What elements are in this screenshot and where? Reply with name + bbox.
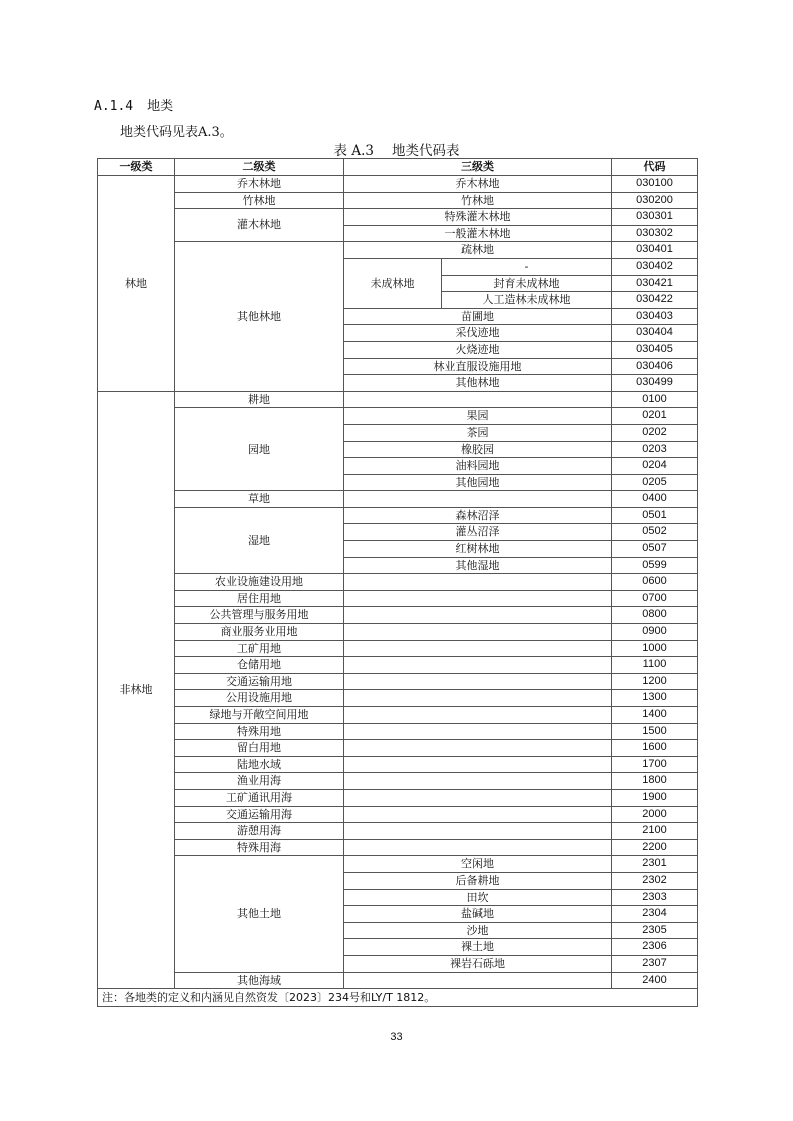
code-cell: 0599 xyxy=(612,557,698,574)
level3-cell xyxy=(344,673,612,690)
table-row xyxy=(98,607,698,624)
table-note: 注：各地类的定义和内涵见自然资发〔2023〕234号和LY/T 1812。 xyxy=(98,989,698,1007)
level2-cell: 工矿用地 xyxy=(175,640,344,657)
level3-sub-cell: 封育未成林地 xyxy=(442,275,612,292)
level3-cell: 沙地 xyxy=(344,922,612,939)
level2-cell: 湿地 xyxy=(175,507,344,573)
level2-cell: 商业服务业用地 xyxy=(175,624,344,641)
code-cell: 0700 xyxy=(612,590,698,607)
level2-cell: 其他海域 xyxy=(175,972,344,989)
table-row xyxy=(98,823,698,840)
table-note-row xyxy=(98,989,698,1007)
table-row xyxy=(98,707,698,724)
level3-cell: 灌丛沼泽 xyxy=(344,524,612,541)
code-cell: 0202 xyxy=(612,424,698,441)
code-cell: 1600 xyxy=(612,740,698,757)
table-row xyxy=(98,408,698,425)
code-cell: 2307 xyxy=(612,955,698,972)
level3-group-cell: 未成林地 xyxy=(344,258,442,308)
code-cell: 0400 xyxy=(612,491,698,508)
level3-cell: 火烧迹地 xyxy=(344,341,612,358)
code-cell: 2305 xyxy=(612,922,698,939)
level2-cell: 陆地水域 xyxy=(175,756,344,773)
level3-cell xyxy=(344,789,612,806)
code-cell: 030405 xyxy=(612,341,698,358)
code-cell: 0205 xyxy=(612,474,698,491)
level3-cell: 其他湿地 xyxy=(344,557,612,574)
land-type-code-table xyxy=(97,158,698,1007)
level2-cell: 灌木林地 xyxy=(175,209,344,242)
table-row xyxy=(98,789,698,806)
level3-cell xyxy=(344,624,612,641)
code-cell: 030200 xyxy=(612,192,698,209)
level2-cell: 居住用地 xyxy=(175,590,344,607)
code-cell: 0203 xyxy=(612,441,698,458)
table-row xyxy=(98,690,698,707)
level3-cell: 茶园 xyxy=(344,424,612,441)
level3-cell xyxy=(344,690,612,707)
level3-cell: 苗圃地 xyxy=(344,308,612,325)
table-row xyxy=(98,192,698,209)
level2-cell: 特殊用地 xyxy=(175,723,344,740)
level3-cell xyxy=(344,839,612,856)
table-row xyxy=(98,242,698,259)
level2-cell: 公共管理与服务用地 xyxy=(175,607,344,624)
level2-cell: 特殊用海 xyxy=(175,839,344,856)
table-row xyxy=(98,640,698,657)
code-cell: 030403 xyxy=(612,308,698,325)
header-level2: 二级类 xyxy=(175,159,344,176)
code-cell: 0204 xyxy=(612,458,698,475)
level3-cell: 空闲地 xyxy=(344,856,612,873)
code-cell: 030402 xyxy=(612,258,698,275)
level3-cell xyxy=(344,491,612,508)
level3-cell: 果园 xyxy=(344,408,612,425)
code-cell: 1200 xyxy=(612,673,698,690)
code-cell: 030406 xyxy=(612,358,698,375)
level3-cell: 竹林地 xyxy=(344,192,612,209)
table-row xyxy=(98,673,698,690)
level3-cell xyxy=(344,806,612,823)
code-cell: 030401 xyxy=(612,242,698,259)
level3-cell: 林业直服设施用地 xyxy=(344,358,612,375)
code-cell: 1500 xyxy=(612,723,698,740)
table-row xyxy=(98,176,698,193)
table-row xyxy=(98,507,698,524)
level2-cell: 仓储用地 xyxy=(175,657,344,674)
table-row xyxy=(98,657,698,674)
level2-cell: 草地 xyxy=(175,491,344,508)
level3-cell: 裸土地 xyxy=(344,939,612,956)
level2-cell: 交通运输用海 xyxy=(175,806,344,823)
level3-cell: 红树林地 xyxy=(344,541,612,558)
level3-sub-cell: - xyxy=(442,258,612,275)
table-row xyxy=(98,590,698,607)
code-cell: 2306 xyxy=(612,939,698,956)
table-row xyxy=(98,723,698,740)
level3-cell xyxy=(344,657,612,674)
level3-sub-cell: 人工造林未成林地 xyxy=(442,292,612,309)
code-cell: 2200 xyxy=(612,839,698,856)
level3-cell xyxy=(344,723,612,740)
code-cell: 1300 xyxy=(612,690,698,707)
level2-cell: 公用设施用地 xyxy=(175,690,344,707)
section-number: A.1.4 xyxy=(94,99,134,114)
page-number: 33 xyxy=(390,1031,403,1043)
code-cell: 2100 xyxy=(612,823,698,840)
section-heading xyxy=(94,95,173,114)
code-cell: 0507 xyxy=(612,541,698,558)
table-row xyxy=(98,574,698,591)
level2-cell: 其他林地 xyxy=(175,242,344,391)
table-row xyxy=(98,856,698,873)
level3-cell: 油料园地 xyxy=(344,458,612,475)
level3-cell: 后备耕地 xyxy=(344,872,612,889)
code-cell: 030422 xyxy=(612,292,698,309)
code-cell: 1900 xyxy=(612,789,698,806)
level2-cell: 农业设施建设用地 xyxy=(175,574,344,591)
code-cell: 030421 xyxy=(612,275,698,292)
table-row xyxy=(98,839,698,856)
level2-cell: 竹林地 xyxy=(175,192,344,209)
level3-cell xyxy=(344,773,612,790)
level3-cell: 其他园地 xyxy=(344,474,612,491)
level3-cell xyxy=(344,972,612,989)
code-cell: 0501 xyxy=(612,507,698,524)
level2-cell: 交通运输用地 xyxy=(175,673,344,690)
code-cell: 1700 xyxy=(612,756,698,773)
level2-cell: 耕地 xyxy=(175,391,344,408)
level2-cell: 绿地与开敞空间用地 xyxy=(175,707,344,724)
level3-cell: 裸岩石砾地 xyxy=(344,955,612,972)
level2-cell: 游憩用海 xyxy=(175,823,344,840)
code-cell: 030499 xyxy=(612,375,698,392)
level3-cell: 特殊灌木林地 xyxy=(344,209,612,226)
code-cell: 2304 xyxy=(612,906,698,923)
level3-cell xyxy=(344,574,612,591)
level1-cell: 非林地 xyxy=(98,391,175,988)
code-cell: 0100 xyxy=(612,391,698,408)
code-cell: 1000 xyxy=(612,640,698,657)
code-cell: 030404 xyxy=(612,325,698,342)
level3-cell: 橡胶园 xyxy=(344,441,612,458)
level3-cell: 其他林地 xyxy=(344,375,612,392)
level1-cell: 林地 xyxy=(98,176,175,392)
table-label: 表 A.3 xyxy=(333,143,374,159)
code-cell: 2400 xyxy=(612,972,698,989)
table-row xyxy=(98,491,698,508)
code-cell: 0502 xyxy=(612,524,698,541)
table-title: 地类代码表 xyxy=(391,143,460,159)
table-caption xyxy=(0,139,793,159)
level2-cell: 其他土地 xyxy=(175,856,344,972)
header-code: 代码 xyxy=(612,159,698,176)
table-row xyxy=(98,740,698,757)
code-cell: 0600 xyxy=(612,574,698,591)
code-cell: 1100 xyxy=(612,657,698,674)
code-cell: 1800 xyxy=(612,773,698,790)
header-level3: 三级类 xyxy=(344,159,612,176)
code-cell: 1400 xyxy=(612,707,698,724)
level3-cell: 采伐迹地 xyxy=(344,325,612,342)
intro-paragraph: 地类代码见表A.3。 xyxy=(120,125,233,140)
table-header-row xyxy=(98,159,698,176)
code-cell: 030100 xyxy=(612,176,698,193)
code-cell: 2301 xyxy=(612,856,698,873)
table-row xyxy=(98,806,698,823)
table-row xyxy=(98,624,698,641)
code-cell: 030301 xyxy=(612,209,698,226)
table-row xyxy=(98,773,698,790)
level3-cell xyxy=(344,756,612,773)
code-cell: 2000 xyxy=(612,806,698,823)
table-row xyxy=(98,209,698,226)
level3-cell: 田坎 xyxy=(344,889,612,906)
header-level1: 一级类 xyxy=(98,159,175,176)
code-cell: 0201 xyxy=(612,408,698,425)
level3-cell: 乔木林地 xyxy=(344,176,612,193)
level2-cell: 园地 xyxy=(175,408,344,491)
level3-cell xyxy=(344,640,612,657)
level2-cell: 渔业用海 xyxy=(175,773,344,790)
table-row xyxy=(98,756,698,773)
level3-cell: 一般灌木林地 xyxy=(344,225,612,242)
section-title: 地类 xyxy=(147,99,174,114)
table-row xyxy=(98,972,698,989)
code-cell: 0800 xyxy=(612,607,698,624)
level3-cell xyxy=(344,740,612,757)
table-row xyxy=(98,391,698,408)
level2-cell: 工矿通讯用海 xyxy=(175,789,344,806)
level3-cell: 森林沼泽 xyxy=(344,507,612,524)
code-cell: 030302 xyxy=(612,225,698,242)
level3-cell: 疏林地 xyxy=(344,242,612,259)
level2-cell: 留白用地 xyxy=(175,740,344,757)
level3-cell xyxy=(344,590,612,607)
level3-cell xyxy=(344,391,612,408)
level3-cell xyxy=(344,823,612,840)
level3-cell xyxy=(344,707,612,724)
level2-cell: 乔木林地 xyxy=(175,176,344,193)
code-cell: 2302 xyxy=(612,872,698,889)
code-cell: 2303 xyxy=(612,889,698,906)
level3-cell: 盐碱地 xyxy=(344,906,612,923)
level3-cell xyxy=(344,607,612,624)
code-cell: 0900 xyxy=(612,624,698,641)
